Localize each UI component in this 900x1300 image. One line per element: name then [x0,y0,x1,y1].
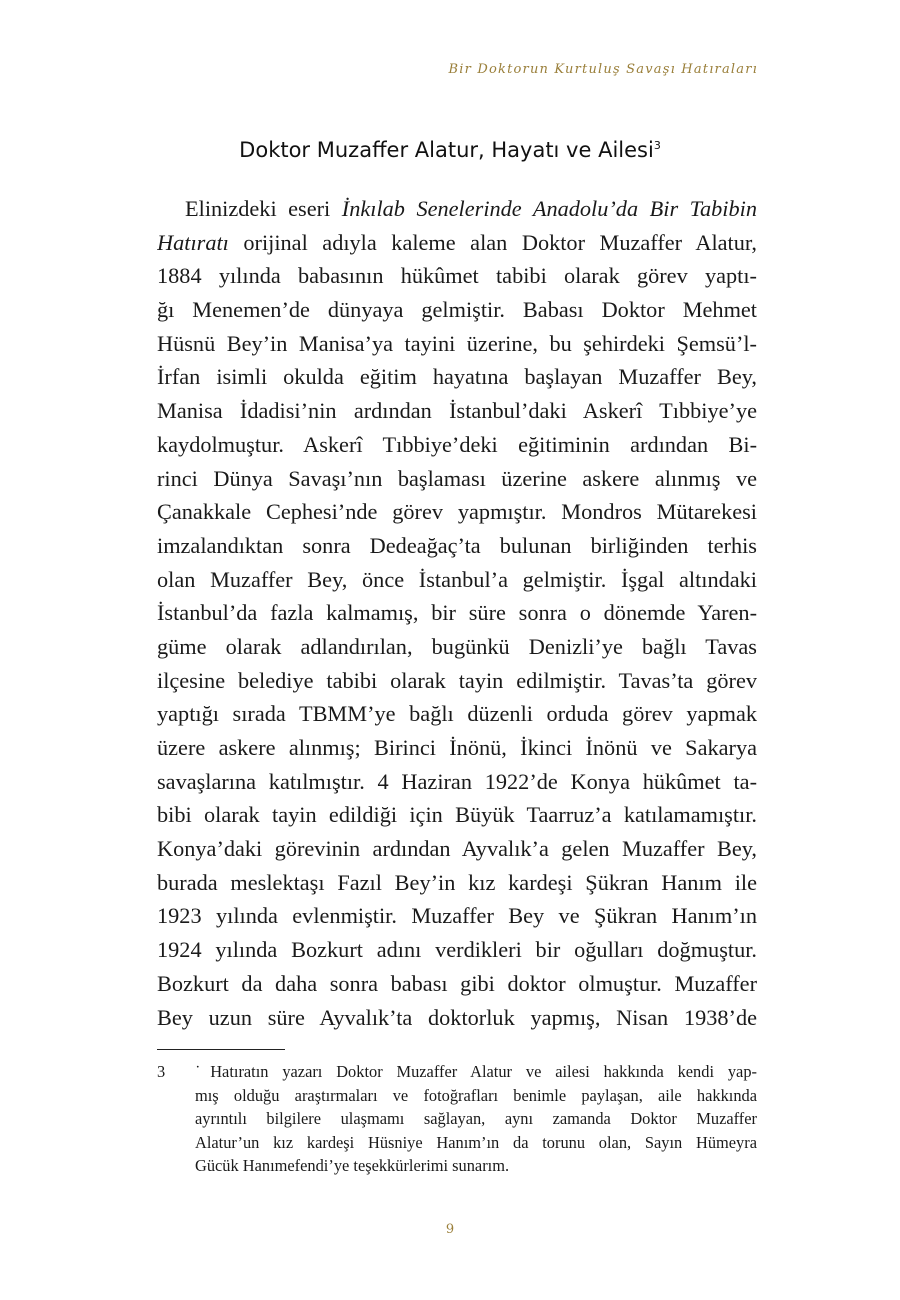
body-line-text: güme olarak adlandırılan, bugünkü Denizli’ye bağlı Tavas [157,633,757,659]
chapter-title-text: Doktor Muzaffer Alatur, Hayatı ve Ailesi [239,138,654,162]
book-title-italic: Hatıratı [157,229,229,255]
body-line-text: savaşlarına katılmıştır. 4 Haziran 1922’de Konya hükûmet ta- [157,768,757,794]
body-line-text: İrfan isimli okulda eğitim hayatına başlayan Muzaffer Bey, [157,364,757,390]
body-line [157,630,757,664]
footnote-line: ayrıntılı bilgilere ulaşmamı sağlayan, aynı zamanda Doktor Muzaffer [195,1109,757,1128]
body-line-text: burada meslektaşı Fazıl Bey’in kız kardeşi Şükran Hanım ile [157,869,757,895]
body-line [157,731,757,765]
footnote-text [195,1060,757,1178]
footnote-line: Alatur’un kız kardeşi Hüsniye Hanım’ın da torunu olan, Sayın Hümeyra [195,1132,757,1152]
body-line [157,529,757,563]
body-line-text: Elinizdeki eseri [185,196,342,221]
body-line-text: ğı Menemen’de dünyaya gelmiştir. Babası Doktor Mehmet [157,297,757,323]
body-line [157,596,757,630]
body-line-text: olan Muzaffer Bey, önce İstanbul’a gelmiştir. İşgal altındaki [157,566,757,592]
page-number: 9 [445,1222,455,1237]
body-line-text: kaydolmuştur. Askerî Tıbbiye’deki eğitiminin ardından Bi- [157,431,757,457]
body-line [157,899,757,933]
body-line [157,360,757,394]
body-line-text: İstanbul’da fazla kalmamış, bir süre sonra o dönemde Yaren- [157,600,757,626]
body-line [157,226,757,260]
body-line-text: imzalandıktan sonra Dedeağaç’ta bulunan birliğinden terhis [157,532,757,558]
chapter-title [0,138,900,162]
body-paragraph [157,192,757,1034]
body-line-text: orijinal adıyla kaleme alan Doktor Muzaffer Alatur, [228,229,757,255]
body-line [157,293,757,327]
body-line [157,664,757,698]
body-line [157,462,757,496]
body-line-text: yaptığı sırada TBMM’ye bağlı düzenli orduda görev yapmak [157,701,757,727]
footnote-line: Gücük Hanımefendi’ye teşekkürlerimi sunarım. [195,1156,510,1175]
body-line [157,428,757,462]
body-line-text: 1923 yılında evlenmiştir. Muzaffer Bey ve Şükran Hanım’ın [157,903,757,929]
body-line [157,697,757,731]
body-line-text: Bozkurt da daha sonra babası gibi doktor olmuştur. Muzaffer [157,970,757,996]
body-line-text: bibi olarak tayin edildiği için Büyük Taarruz’a katılamamıştır. [157,802,757,828]
body-line [157,259,757,293]
body-line-text: Manisa İdadisi’nin ardından İstanbul’daki Askerî Tıbbiye’ye [157,398,757,424]
body-line-text: Konya’daki görevinin ardından Ayvalık’a gelen Muzaffer Bey, [157,836,757,862]
body-line-text: Hüsnü Bey’in Manisa’ya tayini üzerine, bu şehirdeki Şemsü’l- [157,330,757,356]
body-line [157,192,757,226]
body-line [157,1001,757,1035]
body-line-text: Bey uzun süre Ayvalık’ta doktorluk yapmış, Nisan 1938’de [157,1004,757,1030]
footnote-reference[interactable]: 3 [653,139,661,152]
footnote-line: mış olduğu araştırmaları ve fotoğrafları benimle paylaşan, aile hakkında [195,1085,757,1105]
body-line [157,563,757,597]
body-line [157,933,757,967]
body-line-text: 1884 yılında babasının hükûmet tabibi olarak görev yaptı- [157,263,757,289]
body-line [157,394,757,428]
body-line-text: üzere askere alınmış; Birinci İnönü, İkinci İnönü ve Sakarya [157,735,757,760]
body-line [157,866,757,900]
body-line-text: 1924 yılında Bozkurt adını verdikleri bir oğulları doğmuştur. [157,937,757,963]
footnote-number: 3 [157,1062,166,1081]
body-line [157,327,757,361]
running-header: Bir Doktorun Kurtuluş Savaşı Hatıraları [448,62,758,77]
body-line-text: ilçesine belediye tabibi olarak tayin edilmiştir. Tavas’ta görev [157,667,757,693]
footnote-line: ˙Hatıratın yazarı Doktor Muzaffer Alatur ve ailesi hakkında kendi yap- [195,1062,757,1081]
body-line-text: rinci Dünya Savaşı’nın başlaması üzerine askere alınmış ve [157,465,757,491]
body-line [157,832,757,866]
footnote-divider [157,1049,285,1050]
body-line [157,798,757,832]
body-line [157,495,757,529]
body-line [157,765,757,799]
body-line [157,967,757,1001]
body-line-text: Çanakkale Cephesi’nde görev yapmıştır. Mondros Mütarekesi [157,499,757,525]
book-title-italic: İnkılab Senelerinde Anadolu’da Bir Tabibin [341,196,757,221]
